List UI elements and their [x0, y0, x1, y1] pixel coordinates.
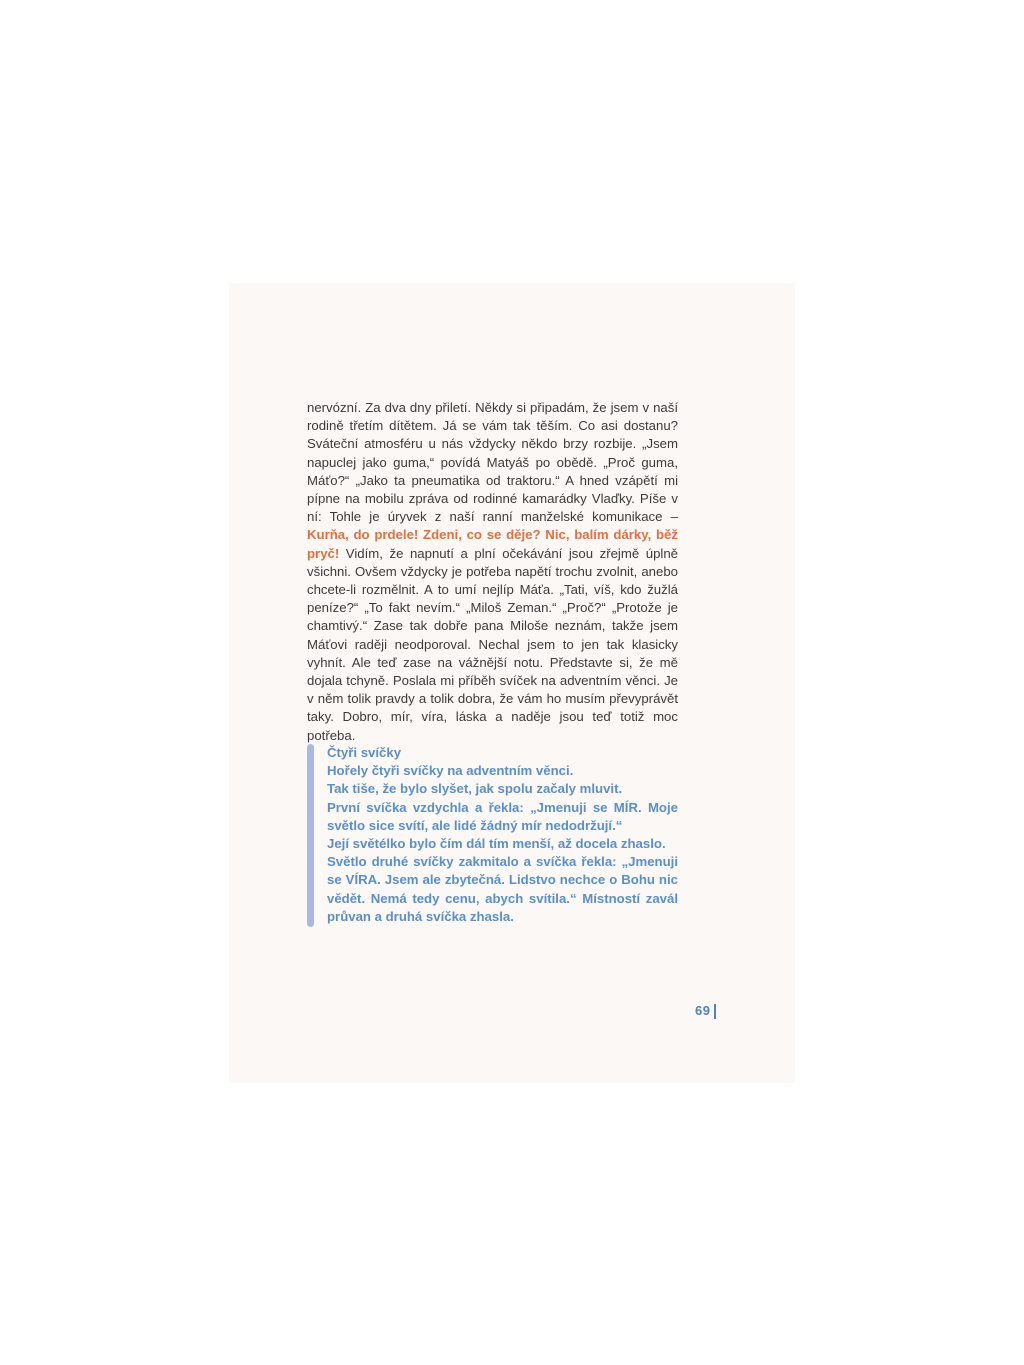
quote-title: Čtyři svíčky — [327, 745, 402, 760]
body-text-after: Vidím, že napnutí a plní očekávání jsou zřejmě úplně všichni. Ovšem vždycky je potřeba napětí trochu zvolnit, anebo chcete-li rozmělnit. A to umí nejlíp Máťa. „Tati, víš, kdo žužlá peníze?“ „To fakt nevím.“ „Miloš Zeman.“ „Proč?“ „Protože je chamtivý.“ Zase tak dobře pana Miloše neznám, takže jsem Máťovi raději neodporoval. Nechal jsem to jen tak klasicky vyhnít. Ale teď zase na vážnější notu. Představte si, že mě dojala tchyně. Poslala mi příběh svíček na adventním věnci. Je v něm tolik pravdy a tolik dobra, že vám ho musím převyprávět taky. Dobro, mír, víra, láska a naděje jsou teď totiž moc potřeba. — [307, 545, 678, 743]
highlighted-text: Kurňa, do prdele! Zdeni, co se děje? Nic, balím dárky, běž pryč! — [307, 527, 678, 561]
quote-line: První svíčka vzdychla a řekla: „Jmenuji se MÍR. Moje světlo sice svítí, ale lidé žádný mír nedodržují.“ — [327, 799, 678, 833]
body-paragraph — [307, 399, 678, 745]
quote-line: Její světélko bylo čím dál tím menší, až docela zhaslo. — [327, 836, 666, 852]
body-text-before: nervózní. Za dva dny přiletí. Někdy si připadám, že jsem v naší rodině třetím dítětem. Já se vám tak těším. Co asi dostanu? Sváteční atmosféru u nás vždycky někdo brzy rozbije. „Jsem napuclej jako guma,“ povídá Matyáš po obědě. „Proč guma, Máťo?“ „Jako ta pneumatika od traktoru.“ A hned vzápětí mi pípne na mobilu zpráva od rodinné kamarádky Vlaďky. Píše v ní: Tohle je úryvek z naší ranní manželské komunikace – — [307, 400, 678, 525]
quote-line: Tak tiše, že bylo slyšet, jak spolu začaly mluvit. — [327, 781, 623, 797]
page-number: 69 — [695, 1003, 711, 1018]
page-number-bar — [714, 1004, 716, 1019]
quote-block — [307, 744, 678, 927]
quote-line: Světlo druhé svíčky zakmitalo a svíčka řekla: „Jmenuji se VÍRA. Jsem ale zbytečná. Lidstvo nechce o Bohu nic vědět. Nemá tedy cenu, abych svítila.“ Místností zavál průvan a druhá svíčka zhasla. — [327, 854, 678, 924]
quote-bar — [307, 744, 314, 927]
quote-text — [327, 744, 678, 926]
book-page — [229, 283, 795, 1083]
quote-line: Hořely čtyři svíčky na adventním věnci. — [327, 763, 574, 779]
